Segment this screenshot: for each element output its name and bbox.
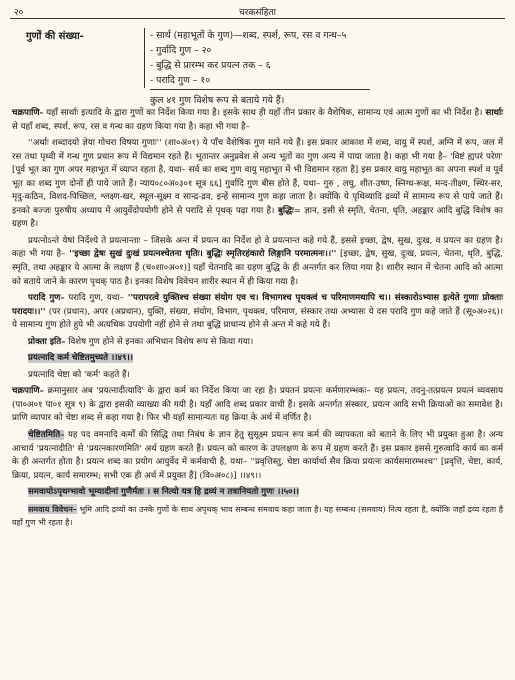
- guna-list-item: - बुद्धि से प्रारम्भ कर प्रयत्न तक – ६: [150, 60, 271, 71]
- paragraph-text: भूमि आदि द्रव्यों का उनके गुणों के साथ अपृथक् भाव सम्बन्ध समवाय कहा जाता है। यह सम्बन्ध (समवाय) नित्य रहता है, क्योंकि जहाँ द्रव्य रहता है वहाँ गुण भी रहता है।: [12, 504, 503, 528]
- gunas-heading: गुणों की संख्या-: [26, 31, 84, 42]
- paragraph-text: क्रमानुसार अब 'प्रयत्नादीत्यादि' के द्वारा कर्म का निर्देश किया जा रहा है। प्रयतनं प्रयत्नः कर्मणारम्भकः– यह प्रयत्न, तदनु-तत्प्रयत्न प्रयत्नं व्यवसाय (पा०अ०१ पा०१ सूत्र ९) के द्वारा इसकी व्याख्या की गयी है। यहाँ आदि शब्द प्रकार वाची हैं। इसके अन्तर्गत संस्कार, प्रयत्न आदि सभी क्रियाओं का समावेश है। प्राणि व्यापार को चेष्टा शब्द से कहा गया है। फिर भी यहाँ सामान्यतः यह क्रिया के अर्थ में वर्णित है।: [12, 386, 503, 424]
- paragraph-text: प्रयत्नादि चेष्टा को 'कर्म' कहते हैं।: [28, 369, 130, 380]
- guna-list-item: - गुर्वादि गुण – २०: [150, 45, 212, 56]
- paragraph: [12, 385, 503, 426]
- paragraph: [12, 137, 503, 232]
- paragraph: [12, 369, 503, 383]
- paragraph-text: यह पद वमनादि कर्मों की सिद्धि तथा निबंध के ज्ञान हेतु सुसूक्ष्म प्रयत्न रूप कर्म की व्यापकता को बताने के लिए भी प्रयुक्त हुआ है। अन्य आचार्य 'प्रयत्नादीति' से 'प्रयत्नकारणमिति' अर्थ ग्रहण करते हैं। प्रयत्न को कारण के उपलक्षण के रूप में ग्रहण करते हैं। इस प्रकार इससे गुरुत्वादि कार्य का कर्म के ही अन्तर्गत होता है। प्रयत्न शब्द का प्रयोग आयुर्वेद में कर्मवाची है, यथा– ''प्रवृत्तिस्तु, चेष्टा कार्यार्था सैव क्रिया प्रयत्नः कार्यसमारम्भश्च'' [प्रवृत्ति, चेष्टा, कार्य, क्रिया, प्रयत्न, कार्य समारम्भ; सभी एक ही अर्थ में प्रयुक्त हैं] (वि०अ०८)] ।।४९।।: [12, 430, 503, 481]
- page-header: [0, 5, 515, 19]
- paragraph-text: [इच्छा, द्वेष, सुख, दुःख, प्रयत्न, चेतना, धृति, बुद्धि, स्मृति, तथा अहङ्कार ये आत्मा के लक्षण हैं (च०शा०अ०१)] यहाँ चेतनादि का ग्रहण बुद्धि के ही अन्तर्गत कर लिया गया है। शारीर स्थान में चेतना आदि को आत्मा को बताये जाने के कारण पृथक् पाठ है। इनका विशेष विवेचन शारीर स्थान में ही किया गया है।: [12, 249, 504, 287]
- sutra-verse-text: प्रयत्नादि कर्म चेष्टितमुच्यते ।।४९।।: [28, 353, 134, 364]
- paragraph-label: चक्रपाणि–: [12, 386, 44, 397]
- sutra-verse-text: समवायोऽपृथग्भावो भूम्यादीनां गुणैर्मतः । स नित्यो यत्र हि द्रव्यं न तत्रानियतो गुणः ।।५०।।: [28, 487, 300, 498]
- sutra-verse: [12, 352, 503, 366]
- paragraph: [12, 235, 503, 289]
- paragraph: [12, 292, 503, 333]
- paragraph-text: से यहाँ शब्द, स्पर्श, रूप, रस व गन्ध का ग्रहण किया गया है। कहा भी गया है–: [12, 121, 250, 132]
- paragraph-label: समवाय विवेचन–: [28, 503, 77, 514]
- paragraph-text: यहाँ सार्थाः इत्यादि के द्वारा गुणों का निर्देश किया गया है। इसके साथ ही यहाँ तीन प्रकार के वैशेषिक, सामान्य एवं आत्म गुणों का भी निर्देश है।: [43, 108, 483, 118]
- guna-total: कुल ४१ गुण विशेष रूप से बताये गये हैं।: [150, 95, 285, 106]
- paragraph-text: ''अर्थाः शब्दादयो ज्ञेया गोचरा विषया गुणाः'' (शा०अ०१) ये पाँच वैशेषिक गुण माने गये हैं। इस प्रकार आकाश में शब्द, वायु में स्पर्श, अग्नि में रूप, जल में रस तथा पृथ्वी में गन्ध गुण प्रधान रूप में विद्यमान रहते हैं। भूतान्तर अनुप्रवेश से अन्य भूतों का गुण अन्य में पाया जाता है। कहा भी गया है– 'विष्टं ह्यपरं परेण' [पूर्व भूत का गुण अपर महाभूत में व्याप्त रहता है, यथा– सर्व का शब्द गुण वायु महाभूत में भी विद्यमान रहता है] इस प्रकार वायु महाभूत का अपना स्पर्श व पूर्व भूत का शब्द गुण दोनों ही पाये जाते हैं। न्याय०८०अ०३०१ सूत्र ६६] गुर्वादि गुण बीस होते हैं, यथा– गुरु , लघु, शीत-उष्ण, स्निग्ध-रूक्ष, मन्द-तीक्ष्ण, स्थिर-सर, मृदु-कठिन, विशद-पिच्छिल, श्लक्ष्ण-खर, स्थूल-सूक्ष्म व सान्द्र-द्रव, इन्हें सामान्य गुण कहा जाता है। क्योंकि ये पृथिव्यादि द्रव्यों में सामान्य रूप से पाये जाते हैं। इनको बज्जः पुरुषीय अध्याय में आयुर्वेदोपयोगी होने से परादि से पृथक् पढ़ा गया है।: [12, 138, 503, 216]
- paragraph-text: परादि गुण, यथा–: [64, 293, 124, 304]
- paragraph-text: विशेष गुण होने से इनका अभिधान विशेष रूप से किया गया।: [65, 336, 254, 347]
- page-number: २०: [14, 8, 24, 18]
- sutra-verse: [12, 486, 503, 500]
- quote-verse: ''परापरत्वे युक्तिश्च संख्या संयोग एव च। विभागश्च पृथक्त्वं च परिमाणमथापि च।। संस्कारोऽभ्यास इत्येते गुणाः प्रोक्ताः परादयः।।'': [12, 293, 503, 317]
- paragraph-label: प्रोक्ता इति–: [28, 336, 66, 347]
- paragraph-text: = ज्ञान, इसी से स्मृति, चेतना, धृति, अहङ्कार आदि बुद्धि विशेष का ग्रहण है।: [12, 205, 503, 230]
- paragraph: [12, 336, 503, 350]
- commentary-body: [12, 107, 503, 533]
- paragraph-label: परादि गुण–: [28, 293, 65, 304]
- paragraph: [12, 503, 503, 530]
- paragraph: [12, 107, 503, 134]
- paragraph-label: सार्थाः: [482, 108, 503, 118]
- header-rule: [10, 18, 505, 19]
- guna-list-item: - परादि गुण – १०: [150, 75, 211, 86]
- paragraph-label: चक्रपाणि-: [12, 108, 44, 118]
- quote-verse: ''इच्छा द्वेषः सुखं दुःखं प्रयत्नश्चेतना धृतिः। बुद्धिः स्मृतिरहंकारो लिङ्गानि परमात्मनः।।'': [65, 249, 337, 260]
- paragraph-label: चेष्टितमिति–: [28, 430, 65, 441]
- sum-rule: [150, 89, 370, 90]
- guna-list-item: - सार्थ (महाभूतों के गुण)—शब्द, स्पर्श, रूप, रस व गन्ध–५: [150, 30, 347, 41]
- running-title: चरकसंहिता: [239, 8, 276, 18]
- paragraph: [12, 429, 503, 483]
- paragraph-text: (पर (प्रधान), अपर (अप्रधान), युक्ति, संख्या, संयोग, विभाग, पृथक्त्व, परिमाण, संस्कार तथा अभ्यासः ये दस परादि गुण कहे जाते हैं (सू०अ०२६)। ये सामान्य गुण होते हुये भी अत्यधिक उपयोगी नहीं होने से तथा बुद्धि प्राधान्य होने से अन्त में कहे गये हैं।: [12, 306, 503, 331]
- paragraph-label: बुद्धिः: [274, 205, 294, 216]
- paragraph-text: प्रयत्नोऽन्ते येषां निर्देश्ये ते प्रयत्नान्ताः – जिसके अन्त में प्रयत्न का निर्देश हो वे प्रयत्नान्त कहे गये हैं, इससे इच्छा, द्वेष, सुख, दुःख, व प्रयत्न का ग्रहण है। कहा भी गया है–: [12, 235, 503, 260]
